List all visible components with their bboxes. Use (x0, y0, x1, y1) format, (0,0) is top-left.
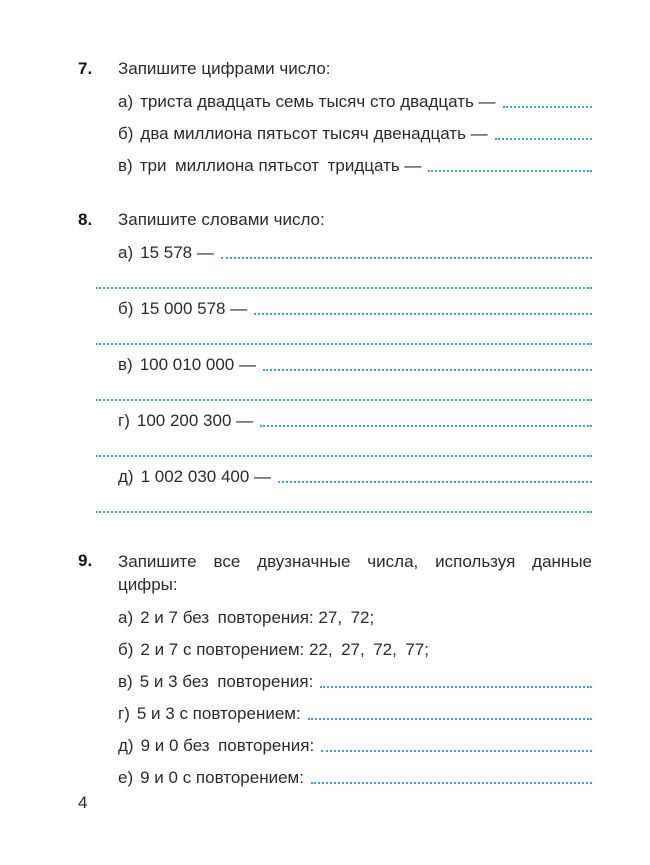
exercise-title-line1: Запишите все двузначные числа, используя данные (118, 552, 592, 571)
item-text: 1 002 030 400 — (140, 467, 272, 486)
item-label: е) (118, 768, 134, 787)
answer-leader (308, 718, 592, 720)
page-content (78, 58, 592, 788)
item-text: 15 000 578 — (140, 299, 248, 318)
exercise-number: 9. (78, 551, 93, 570)
item-text: 9 и 0 с повторением: (140, 768, 304, 787)
item-text: 5 и 3 с повторением: (136, 704, 301, 723)
item-label: в) (118, 156, 133, 175)
exercise-body (118, 209, 592, 517)
exercise-number: 7. (78, 59, 93, 78)
answer-leader (428, 170, 592, 172)
item-label: д) (118, 736, 134, 755)
exercise-item (118, 466, 592, 487)
item-text: три миллиона пятьсот тридцать — (139, 156, 422, 175)
item-text: 9 и 0 без повторения: (140, 736, 315, 755)
exercise-body (118, 58, 592, 176)
answer-line (96, 438, 592, 457)
exercise-body (118, 550, 592, 788)
answer-leader (260, 425, 592, 427)
item-label: в) (118, 672, 133, 691)
answer-line (96, 494, 592, 513)
exercise-item (118, 639, 592, 660)
exercise-9 (78, 550, 592, 788)
answer-leader (503, 106, 592, 108)
exercise-item (118, 767, 592, 788)
answer-line (96, 270, 592, 289)
answer-leader (263, 369, 592, 371)
exercise-title: Запишите цифрами число: (118, 59, 331, 78)
exercise-number: 8. (78, 210, 93, 229)
exercise-title-line2: цифры: (118, 575, 178, 594)
answer-leader (320, 686, 592, 688)
exercise-item (118, 671, 592, 692)
answer-leader (278, 481, 592, 483)
item-text: 15 578 — (140, 243, 214, 262)
item-text: 100 200 300 — (136, 411, 254, 430)
item-text: 2 и 7 без повторения: 27, 72; (140, 608, 375, 627)
exercise-item (118, 242, 592, 263)
item-text: 2 и 7 с повторением: 22, 27, 72, 77; (140, 640, 429, 659)
page-number: 4 (78, 793, 88, 812)
item-label: а) (118, 243, 134, 262)
item-label: б) (118, 640, 134, 659)
item-label: г) (118, 411, 130, 430)
item-text: триста двадцать семь тысяч сто двадцать — (140, 92, 496, 111)
exercise-item (118, 607, 592, 628)
answer-leader (321, 750, 592, 752)
exercise-item (118, 91, 592, 112)
item-text: 100 010 000 — (139, 355, 256, 374)
item-text: 5 и 3 без повторения: (139, 672, 314, 691)
exercise-item (118, 298, 592, 319)
exercise-item (118, 155, 592, 176)
answer-line (96, 382, 592, 401)
exercise-item (118, 735, 592, 756)
item-label: б) (118, 124, 134, 143)
answer-leader (254, 313, 592, 315)
answer-leader (495, 138, 592, 140)
answer-leader (221, 257, 592, 259)
item-label: а) (118, 92, 134, 111)
exercise-item (118, 354, 592, 375)
exercise-7 (78, 58, 592, 176)
answer-leader (311, 782, 592, 784)
item-text: два миллиона пятьсот тысяч двенадцать — (140, 124, 488, 143)
exercise-title: Запишите словами число: (118, 210, 325, 229)
item-label: в) (118, 355, 133, 374)
item-label: г) (118, 704, 130, 723)
exercise-8 (78, 209, 592, 517)
exercise-item (118, 123, 592, 144)
exercise-item (118, 410, 592, 431)
item-label: б) (118, 299, 134, 318)
exercise-item (118, 703, 592, 724)
answer-line (96, 326, 592, 345)
item-label: а) (118, 608, 134, 627)
item-label: д) (118, 467, 134, 486)
